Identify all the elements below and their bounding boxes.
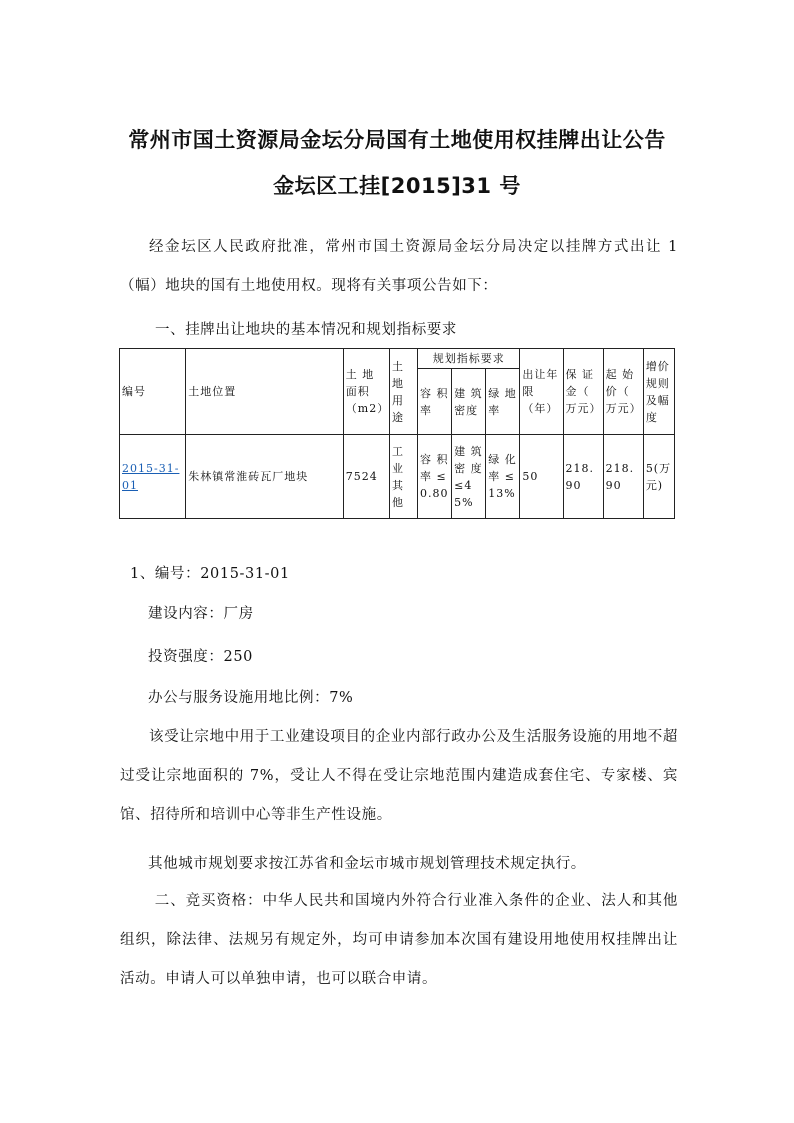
table-header-row bbox=[120, 349, 675, 369]
section1-heading: 一、挂牌出让地块的基本情况和规划指标要求 bbox=[155, 322, 457, 338]
header-density: 建 筑密度 bbox=[452, 369, 486, 435]
cell-green: 绿 化率 ≤13% bbox=[486, 435, 520, 519]
cell-start-price: 218.90 bbox=[603, 435, 643, 519]
header-deposit: 保 证金（ 万元） bbox=[563, 349, 603, 435]
document-subtitle: 金坛区工挂[2015]31 号 bbox=[273, 174, 521, 198]
cell-increment: 5(万元) bbox=[643, 435, 674, 519]
header-start-price: 起 始价（ 万元） bbox=[603, 349, 643, 435]
item1-code: 1、编号：2015-31-01 bbox=[130, 566, 290, 582]
header-far: 容 积率 bbox=[418, 369, 452, 435]
cell-far: 容 积率 ≤0.80 bbox=[418, 435, 452, 519]
cell-code[interactable] bbox=[120, 435, 186, 519]
cell-deposit: 218.90 bbox=[563, 435, 603, 519]
header-term: 出让年限（年） bbox=[520, 349, 563, 435]
header-code: 编号 bbox=[120, 349, 186, 435]
intro-paragraph: 经金坛区人民政府批准，常州市国土资源局金坛分局决定以挂牌方式出让 1（幅）地块的国有土地使用权。现将有关事项公告如下： bbox=[120, 239, 678, 294]
document-title: 常州市国土资源局金坛分局国有土地使用权挂牌出让公告 bbox=[128, 128, 666, 152]
item1-other-requirements: 其他城市规划要求按江苏省和金坛市城市规划管理技术规定执行。 bbox=[148, 856, 586, 872]
section2-paragraph: 二、竞买资格：中华人民共和国境内外符合行业准入条件的企业、法人和其他组织，除法律、法规另有规定外，均可申请参加本次国有建设用地使用权挂牌出让活动。申请人可以单独申请，也可以联合申请。 bbox=[120, 893, 678, 987]
cell-density: 建 筑密 度≤45% bbox=[452, 435, 486, 519]
item1-content: 建设内容：厂房 bbox=[148, 606, 254, 622]
header-location: 土地位置 bbox=[186, 349, 344, 435]
item1-intensity: 投资强度：250 bbox=[148, 649, 253, 665]
header-area: 土 地 面积（m2） bbox=[343, 349, 389, 435]
plot-code-link[interactable]: 2015-31-01 bbox=[122, 461, 180, 492]
plot-table bbox=[119, 348, 675, 519]
table-row bbox=[120, 435, 675, 519]
cell-area: 7524 bbox=[343, 435, 389, 519]
cell-term: 50 bbox=[520, 435, 563, 519]
cell-location: 朱林镇常淮砖瓦厂地块 bbox=[186, 435, 344, 519]
item1-office-ratio: 办公与服务设施用地比例：7% bbox=[148, 690, 354, 706]
header-green: 绿 地率 bbox=[486, 369, 520, 435]
cell-use: 工业其他 bbox=[389, 435, 417, 519]
header-use: 土地用途 bbox=[389, 349, 417, 435]
header-plan-group: 规划指标要求 bbox=[418, 349, 520, 369]
item1-office-paragraph: 该受让宗地中用于工业建设项目的企业内部行政办公及生活服务设施的用地不超过受让宗地面积的 7%，受让人不得在受让宗地范围内建造成套住宅、专家楼、宾馆、招待所和培训中心等非生产性设施。 bbox=[120, 729, 678, 823]
header-increment: 增价规则及幅度 bbox=[643, 349, 674, 435]
